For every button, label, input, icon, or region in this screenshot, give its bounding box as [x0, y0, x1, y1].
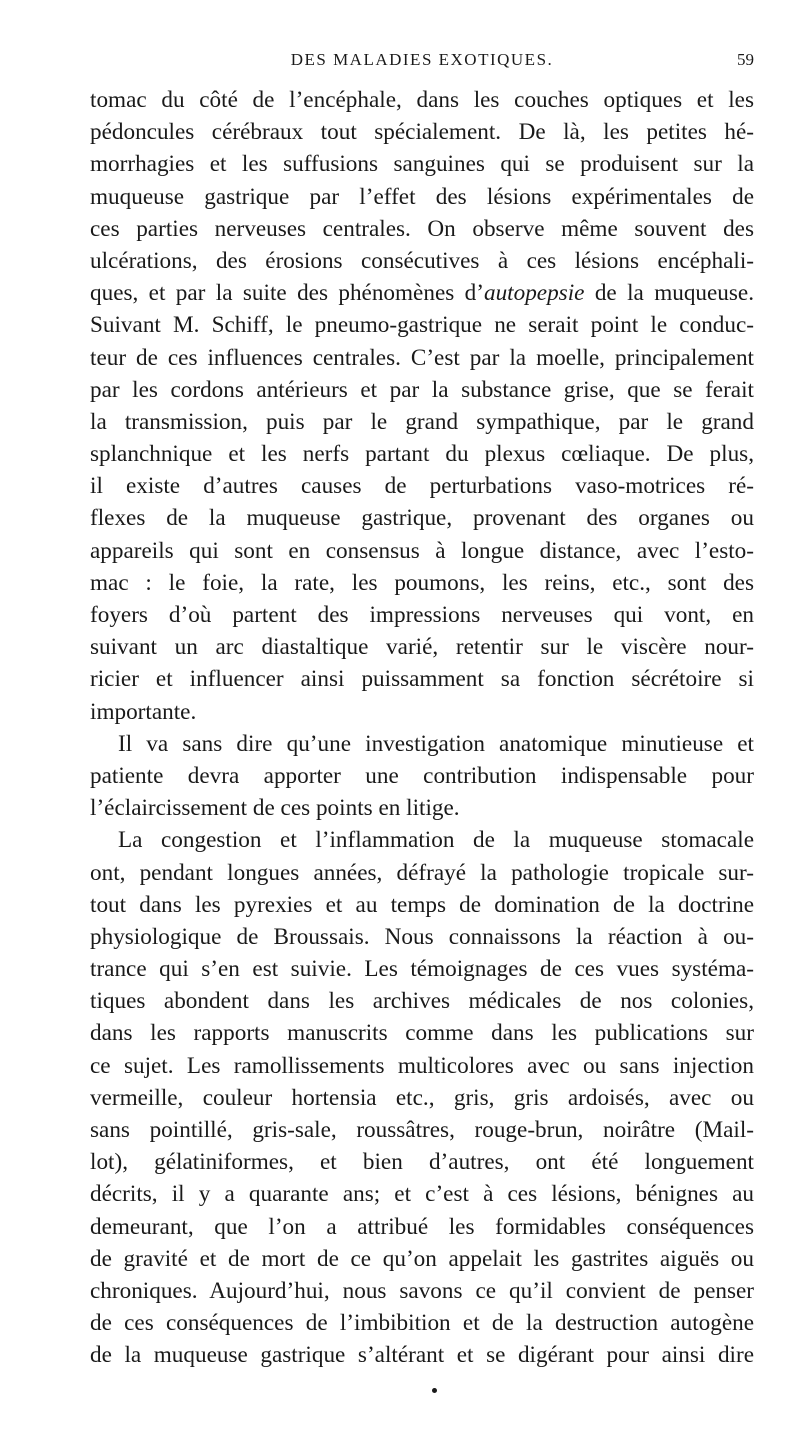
text-line: chroniques. Aujourd’hui, nous savons ce qu’il convient de penser [90, 1277, 754, 1304]
text-line: l’éclaircissement de ces points en litige. [90, 795, 460, 822]
text-line: ces parties nerveuses centrales. On observe même souvent des [90, 215, 754, 242]
text-line: dans les rapports manuscrits comme dans les publications sur [90, 1020, 754, 1047]
text-line: trance qui s’en est suivie. Les témoignages de ces vues systéma- [90, 956, 754, 983]
text-line: physiologique de Broussais. Nous connaissons la réaction à ou- [90, 923, 754, 950]
text-line: morrhagies et les suffusions sanguines qui se produisent sur la [90, 151, 754, 178]
text-line: tiques abondent dans les archives médicales de nos colonies, [90, 988, 754, 1015]
text-line: ricier et influencer ainsi puissamment sa fonction sécrétoire si [90, 666, 754, 693]
text-line: vermeille, couleur hortensia etc., gris, gris ardoisés, avec ou [90, 1084, 754, 1111]
text-run: ques, et par la suite des phénomènes d’ [90, 280, 484, 307]
text-line: de gravité et de mort de ce qu’on appelait les gastrites aiguës ou [90, 1245, 754, 1272]
italic-term: autopepsie [483, 280, 585, 307]
text-line [90, 277, 754, 309]
text-line: ont, pendant longues années, défrayé la pathologie tropicale sur- [90, 859, 754, 886]
text-line: tout dans les pyrexies et au temps de domination de la doctrine [90, 891, 754, 918]
text-run: de la muqueuse. [584, 280, 755, 307]
text-line: patiente devra apporter une contribution indispensable pour [90, 762, 754, 789]
running-header [90, 44, 754, 84]
text-line: muqueuse gastrique par l’effet des lésions expérimentales de [90, 183, 754, 210]
text-line: teur de ces influences centrales. C’est par la moelle, principalement [90, 344, 754, 371]
text-line: demeurant, que l’on a attribué les formidables conséquences [90, 1213, 754, 1240]
text-line: La congestion et l’inflammation de la muqueuse stomacale [118, 827, 754, 854]
text-line: ce sujet. Les ramollissements multicolores avec ou sans injection [90, 1052, 754, 1079]
text-line: de la muqueuse gastrique s’altérant et se digérant pour ainsi dire [90, 1342, 754, 1369]
text-line: par les cordons antérieurs et par la substance grise, que se ferait [90, 376, 754, 403]
text-line: ulcérations, des érosions consécutives à ces lésions encéphali- [90, 247, 754, 274]
text-line: suivant un arc diastaltique varié, retentir sur le viscère nour- [90, 634, 754, 661]
ink-speck [432, 1388, 437, 1393]
book-page [90, 44, 754, 1372]
text-line: décrits, il y a quarante ans; et c’est à ces lésions, bénignes au [90, 1181, 754, 1208]
text-line: il existe d’autres causes de perturbations vaso-motrices ré- [90, 473, 754, 500]
text-line: Il va sans dire qu’une investigation anatomique minutieuse et [118, 730, 754, 757]
running-title: DES MALADIES EXOTIQUES. [290, 50, 554, 69]
text-line: sans pointillé, gris-sale, roussâtres, rouge-brun, noirâtre (Mail- [90, 1117, 754, 1143]
text-line: flexes de la muqueuse gastrique, provenant des organes ou [90, 505, 754, 532]
text-line: lot), gélatiniformes, et bien d’autres, ont été longuement [90, 1149, 754, 1176]
text-line: Suivant M. Schiff, le pneumo-gastrique ne serait point le conduc- [90, 312, 754, 339]
text-line: la transmission, puis par le grand sympathique, par le grand [90, 408, 754, 435]
text-line: pédoncules cérébraux tout spécialement. De là, les petites hé- [90, 119, 754, 146]
text-line: splanchnique et les nerfs partant du plexus cœliaque. De plus, [90, 441, 754, 468]
text-line: appareils qui sont en consensus à longue distance, avec l’esto- [90, 537, 754, 564]
text-line: mac : le foie, la rate, les poumons, les reins, etc., sont des [90, 569, 754, 596]
text-line: de ces conséquences de l’imbibition et de la destruction autogène [90, 1310, 754, 1337]
text-line: tomac du côté de l’encéphale, dans les couches optiques et les [90, 87, 754, 113]
body-text [90, 84, 754, 1372]
text-line: importante. [90, 698, 197, 725]
text-line: foyers d’où partent des impressions nerveuses qui vont, en [90, 602, 754, 628]
page-number: 59 [737, 50, 754, 69]
